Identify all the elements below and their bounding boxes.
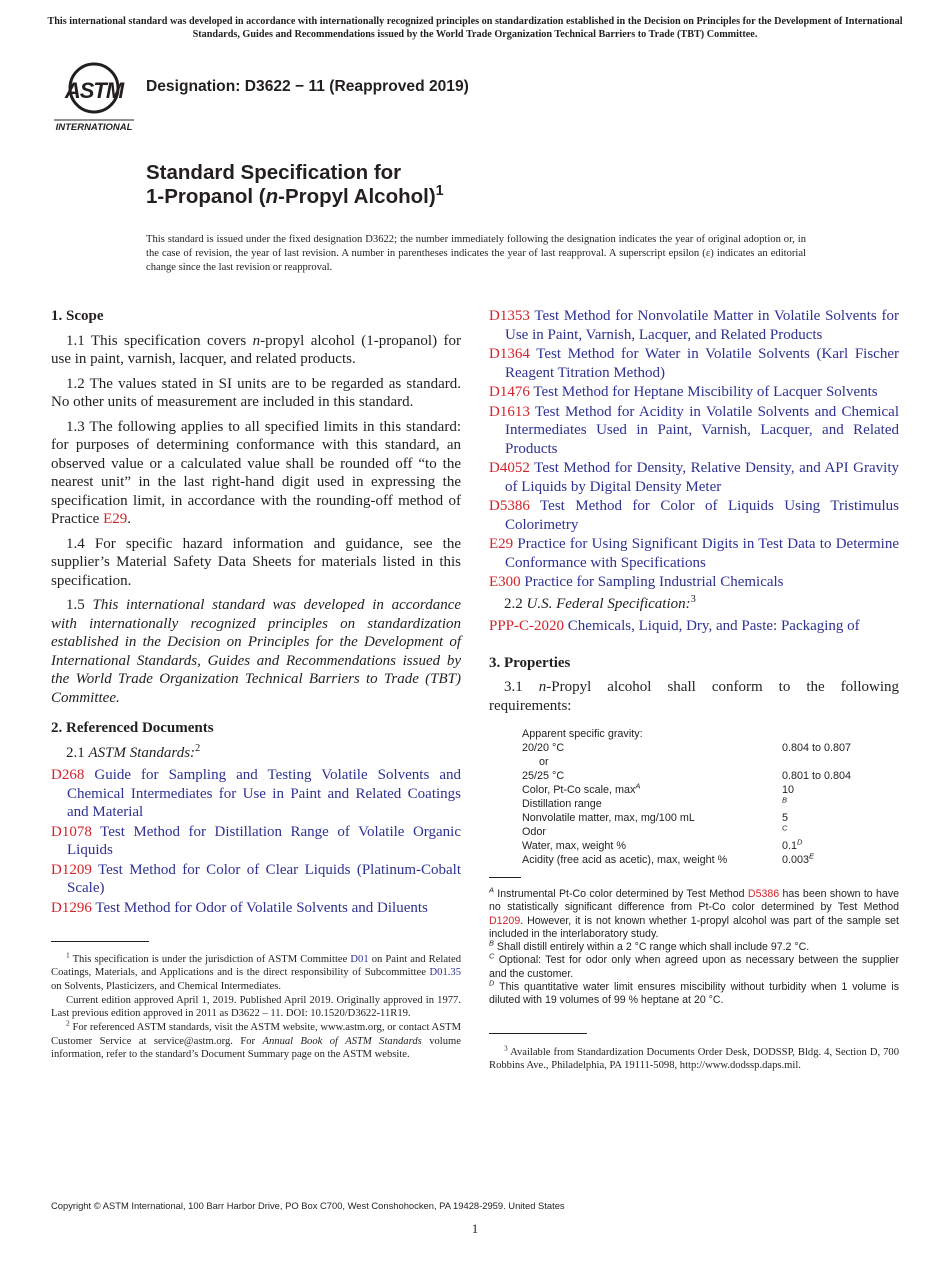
referenced-documents-heading: 2. Referenced Documents bbox=[51, 720, 214, 736]
reference-title-link[interactable]: Test Method for Density, Relative Density, and API Gravity of Liquids by Digital Density Meter bbox=[505, 460, 899, 495]
reference-title-link[interactable]: Practice for Sampling Industrial Chemicals bbox=[524, 574, 784, 590]
reference-code-link[interactable]: D1353 bbox=[489, 308, 530, 324]
requirement-row bbox=[489, 825, 899, 839]
title-line-2: 1-Propanol (n-Propyl Alcohol)$^1$ bbox=[146, 183, 444, 208]
reference-title-link[interactable]: Test Method for Distillation Range of Volatile Organic Liquids bbox=[67, 823, 461, 858]
footnote-1-edition: Current edition approved April 1, 2019. Published April 2019. Originally approved in 1977. Last previous edition approved in 2011 as D3622 – 11. DOI: 10.1520/D3622-11R19. bbox=[51, 994, 461, 1020]
reference-code-link[interactable]: D1613 bbox=[489, 403, 530, 420]
reference-title-link[interactable]: Test Method for Acidity in Volatile Solvents and Chemical Intermediates Used in Paint, Varnish, Lacquer, and Related Products bbox=[505, 403, 900, 457]
link-e29[interactable]: E29 bbox=[103, 511, 128, 527]
astm-reference-list-left bbox=[51, 766, 461, 917]
right-column bbox=[489, 307, 899, 1073]
requirement-row bbox=[489, 783, 899, 797]
astm-standards-subheading: 2.1 ASTM Standards:$^2$ bbox=[66, 742, 201, 761]
reference-title-link[interactable]: Guide for Sampling and Testing Volatile Solvents and Chemical Intermediates for Use in Paint and Related Coatings and Material bbox=[67, 767, 461, 820]
footnote-rule-right bbox=[489, 1033, 587, 1034]
requirement-row bbox=[489, 811, 899, 825]
table-footnote-a: $^A$ Instrumental Pt-Co color determined by Test Method D5386 has been shown to have no statistically significant difference from Pt-Co color determined by Test Method D1209. However, it is not known whether 1-propyl alcohol was part of the sample set included in the interlaboratory study. bbox=[489, 885, 900, 940]
standards-notice: This international standard was developed in accordance with internationally recognized principles on standardization established in the Decision on Principles for the Development of International Standards, Guides and Recommendations issued by the World Trade Organization Technical Barriers to Trade (TBT) Committee. bbox=[47, 16, 903, 40]
copyright: Copyright © ASTM International, 100 Barr Harbor Drive, PO Box C700, West Conshohocken, PA 19428-2959. United States bbox=[51, 1200, 565, 1211]
table-footnote-b: $^B$ Shall distill entirely within a 2 °C range which shall include 97.2 °C. bbox=[489, 938, 810, 954]
reference-title-link[interactable]: Test Method for Odor of Volatile Solvents and Diluents bbox=[95, 899, 428, 916]
svg-text:ASTM: ASTM bbox=[64, 78, 124, 103]
requirement-label: Odor bbox=[522, 826, 547, 838]
reference-title-link[interactable]: Test Method for Heptane Miscibility of Lacquer Solvents bbox=[533, 384, 878, 400]
reference-code-link[interactable]: D1296 bbox=[51, 899, 92, 916]
reference-item bbox=[489, 535, 899, 572]
requirement-value: $0.003^E$ bbox=[782, 851, 815, 866]
reference-code-link[interactable]: D4052 bbox=[489, 460, 530, 476]
scope-1-2: 1.2 The values stated in SI units are to be regarded as standard. No other units of measurement are included in this standard. bbox=[51, 375, 461, 410]
requirement-value: 0.804 to 0.807 bbox=[782, 742, 852, 754]
table-footnote-d: $^D$ This quantitative water limit ensures miscibility without turbidity when 1 volume is diluted with 19 volumes of 99 % heptane at 20 °C. bbox=[489, 978, 899, 1007]
scope-1-4: 1.4 For specific hazard information and guidance, see the supplier’s Material Safety Data Sheets for materials listed in this specification. bbox=[51, 535, 461, 589]
reference-item bbox=[489, 307, 899, 344]
reference-title-link[interactable]: Chemicals, Liquid, Dry, and Paste: Packaging of bbox=[567, 618, 860, 634]
requirement-value: C bbox=[782, 823, 788, 833]
reference-item bbox=[489, 383, 899, 402]
requirement-row bbox=[489, 727, 899, 741]
reference-item bbox=[489, 497, 899, 534]
astm-logo-graphic bbox=[52, 57, 136, 133]
reference-code-link[interactable]: D5386 bbox=[489, 498, 530, 514]
scope-heading: 1. Scope bbox=[51, 308, 104, 324]
footnote-1: $^1$ This specification is under the jurisdiction of ASTM Committee D01 on Paint and Related Coatings, Materials, and Applications and is the direct responsibility of Subcommittee D01.35 on Solvents, Plasticizers, and Chemical Intermediates. bbox=[51, 950, 461, 992]
requirement-label: or bbox=[539, 756, 549, 768]
reference-item bbox=[51, 861, 461, 898]
requirement-label: Water, max, weight % bbox=[522, 840, 627, 852]
page-number: 1 bbox=[471, 1221, 479, 1236]
requirement-row bbox=[489, 797, 899, 811]
reference-title-link[interactable]: Test Method for Nonvolatile Matter in Volatile Solvents for Use in Paint, Varnish, Lacquer, and Related Products bbox=[505, 308, 899, 343]
requirement-label: Color, Pt-Co scale, $\max^A$ bbox=[522, 781, 641, 796]
link-d1209[interactable]: D1209 bbox=[489, 914, 521, 927]
requirement-value: B bbox=[782, 795, 788, 805]
reference-item bbox=[51, 899, 461, 918]
reference-item bbox=[489, 459, 899, 496]
reference-code-link[interactable]: D268 bbox=[51, 767, 85, 783]
reference-code-link[interactable]: PPP-C-2020 bbox=[489, 618, 565, 634]
table-footnote-c: $^C$ Optional: Test for odor only when agreed upon as necessary between the supplier and the customer. bbox=[489, 951, 899, 980]
reference-item bbox=[489, 573, 899, 592]
requirement-label: Acidity (free acid as acetic), max, weight % bbox=[522, 854, 728, 866]
reference-code-link[interactable]: D1364 bbox=[489, 346, 530, 362]
requirement-value: 0.801 to 0.804 bbox=[782, 770, 852, 782]
designation: Designation: D3622 − 11 (Reapproved 2019) bbox=[146, 78, 469, 95]
federal-spec-subheading: 2.2 U.S. Federal Specification:$^3$ bbox=[504, 593, 696, 612]
left-column bbox=[51, 307, 461, 1062]
link-d01-35[interactable]: D01.35 bbox=[429, 967, 461, 979]
requirement-label: Apparent specific gravity: bbox=[522, 728, 643, 740]
requirement-row bbox=[489, 741, 899, 755]
title-line-1: Standard Specification for bbox=[146, 161, 402, 184]
requirement-row bbox=[489, 853, 899, 867]
document-title bbox=[146, 161, 444, 209]
requirement-label: Distillation range bbox=[522, 798, 602, 810]
reference-code-link[interactable]: D1209 bbox=[51, 861, 92, 878]
requirements-table bbox=[489, 727, 899, 867]
requirement-label: 25/25 °C bbox=[522, 770, 565, 782]
issuance-note: This standard is issued under the fixed designation D3622; the number immediately following the designation indicates the year of original adoption or, in the case of revision, the year of last revision. A number in parentheses indicates the year of last reapproval. A superscript epsilon (ε) indicates an editorial change since the last revision or reapproval. bbox=[146, 234, 806, 273]
requirement-label: 20/20 °C bbox=[522, 742, 565, 754]
requirement-value: $0.1^D$ bbox=[782, 837, 803, 852]
reference-item bbox=[489, 617, 899, 636]
astm-reference-list-right bbox=[489, 307, 899, 592]
reference-title-link[interactable]: Test Method for Water in Volatile Solvents (Karl Fischer Reagent Titration Method) bbox=[505, 346, 899, 381]
reference-item bbox=[489, 345, 899, 382]
scope-1-3: 1.3 The following applies to all specified limits in this standard: for purposes of determining conformance with this standard, an observed value or a calculated value shall be rounded off “to the nearest unit” in the last right-hand digit used in expressing the specification limit, in accordance with the rounding-off method of Practice E29. bbox=[51, 418, 461, 527]
footnote-3: $^3$ Available from Standardization Documents Order Desk, DODSSP, Bldg. 4, Section D, 700 Robbins Ave., Philadelphia, PA 19111-5098, http://www.dodssp.daps.mil. bbox=[489, 1043, 899, 1071]
reference-code-link[interactable]: D1078 bbox=[51, 823, 92, 840]
federal-reference-list bbox=[489, 617, 899, 636]
properties-3-1: 3.1 n-Propyl alcohol shall conform to the following requirements: bbox=[489, 679, 900, 714]
astm-logo bbox=[52, 57, 136, 133]
link-d5386[interactable]: D5386 bbox=[747, 888, 780, 900]
table-footnotes bbox=[489, 885, 900, 1008]
reference-code-link[interactable]: E29 bbox=[489, 536, 514, 552]
requirement-row bbox=[489, 755, 899, 769]
reference-title-link[interactable]: Test Method for Color of Clear Liquids (Platinum-Cobalt Scale) bbox=[67, 861, 461, 896]
properties-heading: 3. Properties bbox=[489, 654, 571, 671]
svg-text:INTERNATIONAL: INTERNATIONAL bbox=[55, 122, 133, 133]
requirement-value: 5 bbox=[782, 812, 789, 824]
reference-code-link[interactable]: E300 bbox=[489, 574, 521, 590]
scope-1-5: 1.5 This international standard was developed in accordance with internationally recognized principles on standardization established in the Decision on Principles for the Development of International Standards, Guides and Recommendations issued by the World Trade Organization Technical Barriers to Trade (TBT) Committee. bbox=[51, 597, 462, 706]
requirement-row bbox=[489, 839, 899, 853]
scope-1-1: 1.1 This specification covers n-propyl alcohol (1-propanol) for use in paint, varnish, lacquer, and related products. bbox=[51, 332, 461, 367]
reference-title-link[interactable]: Test Method for Color of Liquids Using Tristimulus Colorimetry bbox=[505, 498, 899, 533]
reference-item bbox=[51, 766, 461, 822]
reference-code-link[interactable]: D1476 bbox=[489, 384, 530, 400]
reference-item bbox=[489, 403, 899, 459]
reference-item bbox=[51, 823, 461, 860]
requirement-value: 10 bbox=[782, 784, 795, 796]
footnote-rule bbox=[51, 941, 149, 942]
footnote-2: $^2$ For referenced ASTM standards, visit the ASTM website, www.astm.org, or contact ASTM Customer Service at service@astm.org. For Annual Book of ASTM Standards volume information, refer to the standard’s Document Summary page on the ASTM website. bbox=[51, 1018, 461, 1061]
table-footnote-rule bbox=[489, 877, 521, 878]
requirement-row bbox=[489, 769, 899, 783]
reference-title-link[interactable]: Practice for Using Significant Digits in Test Data to Determine Conformance with Specifications bbox=[505, 536, 900, 571]
requirement-label: Nonvolatile matter, max, mg/100 mL bbox=[522, 812, 695, 824]
link-d01[interactable]: D01 bbox=[350, 954, 369, 965]
